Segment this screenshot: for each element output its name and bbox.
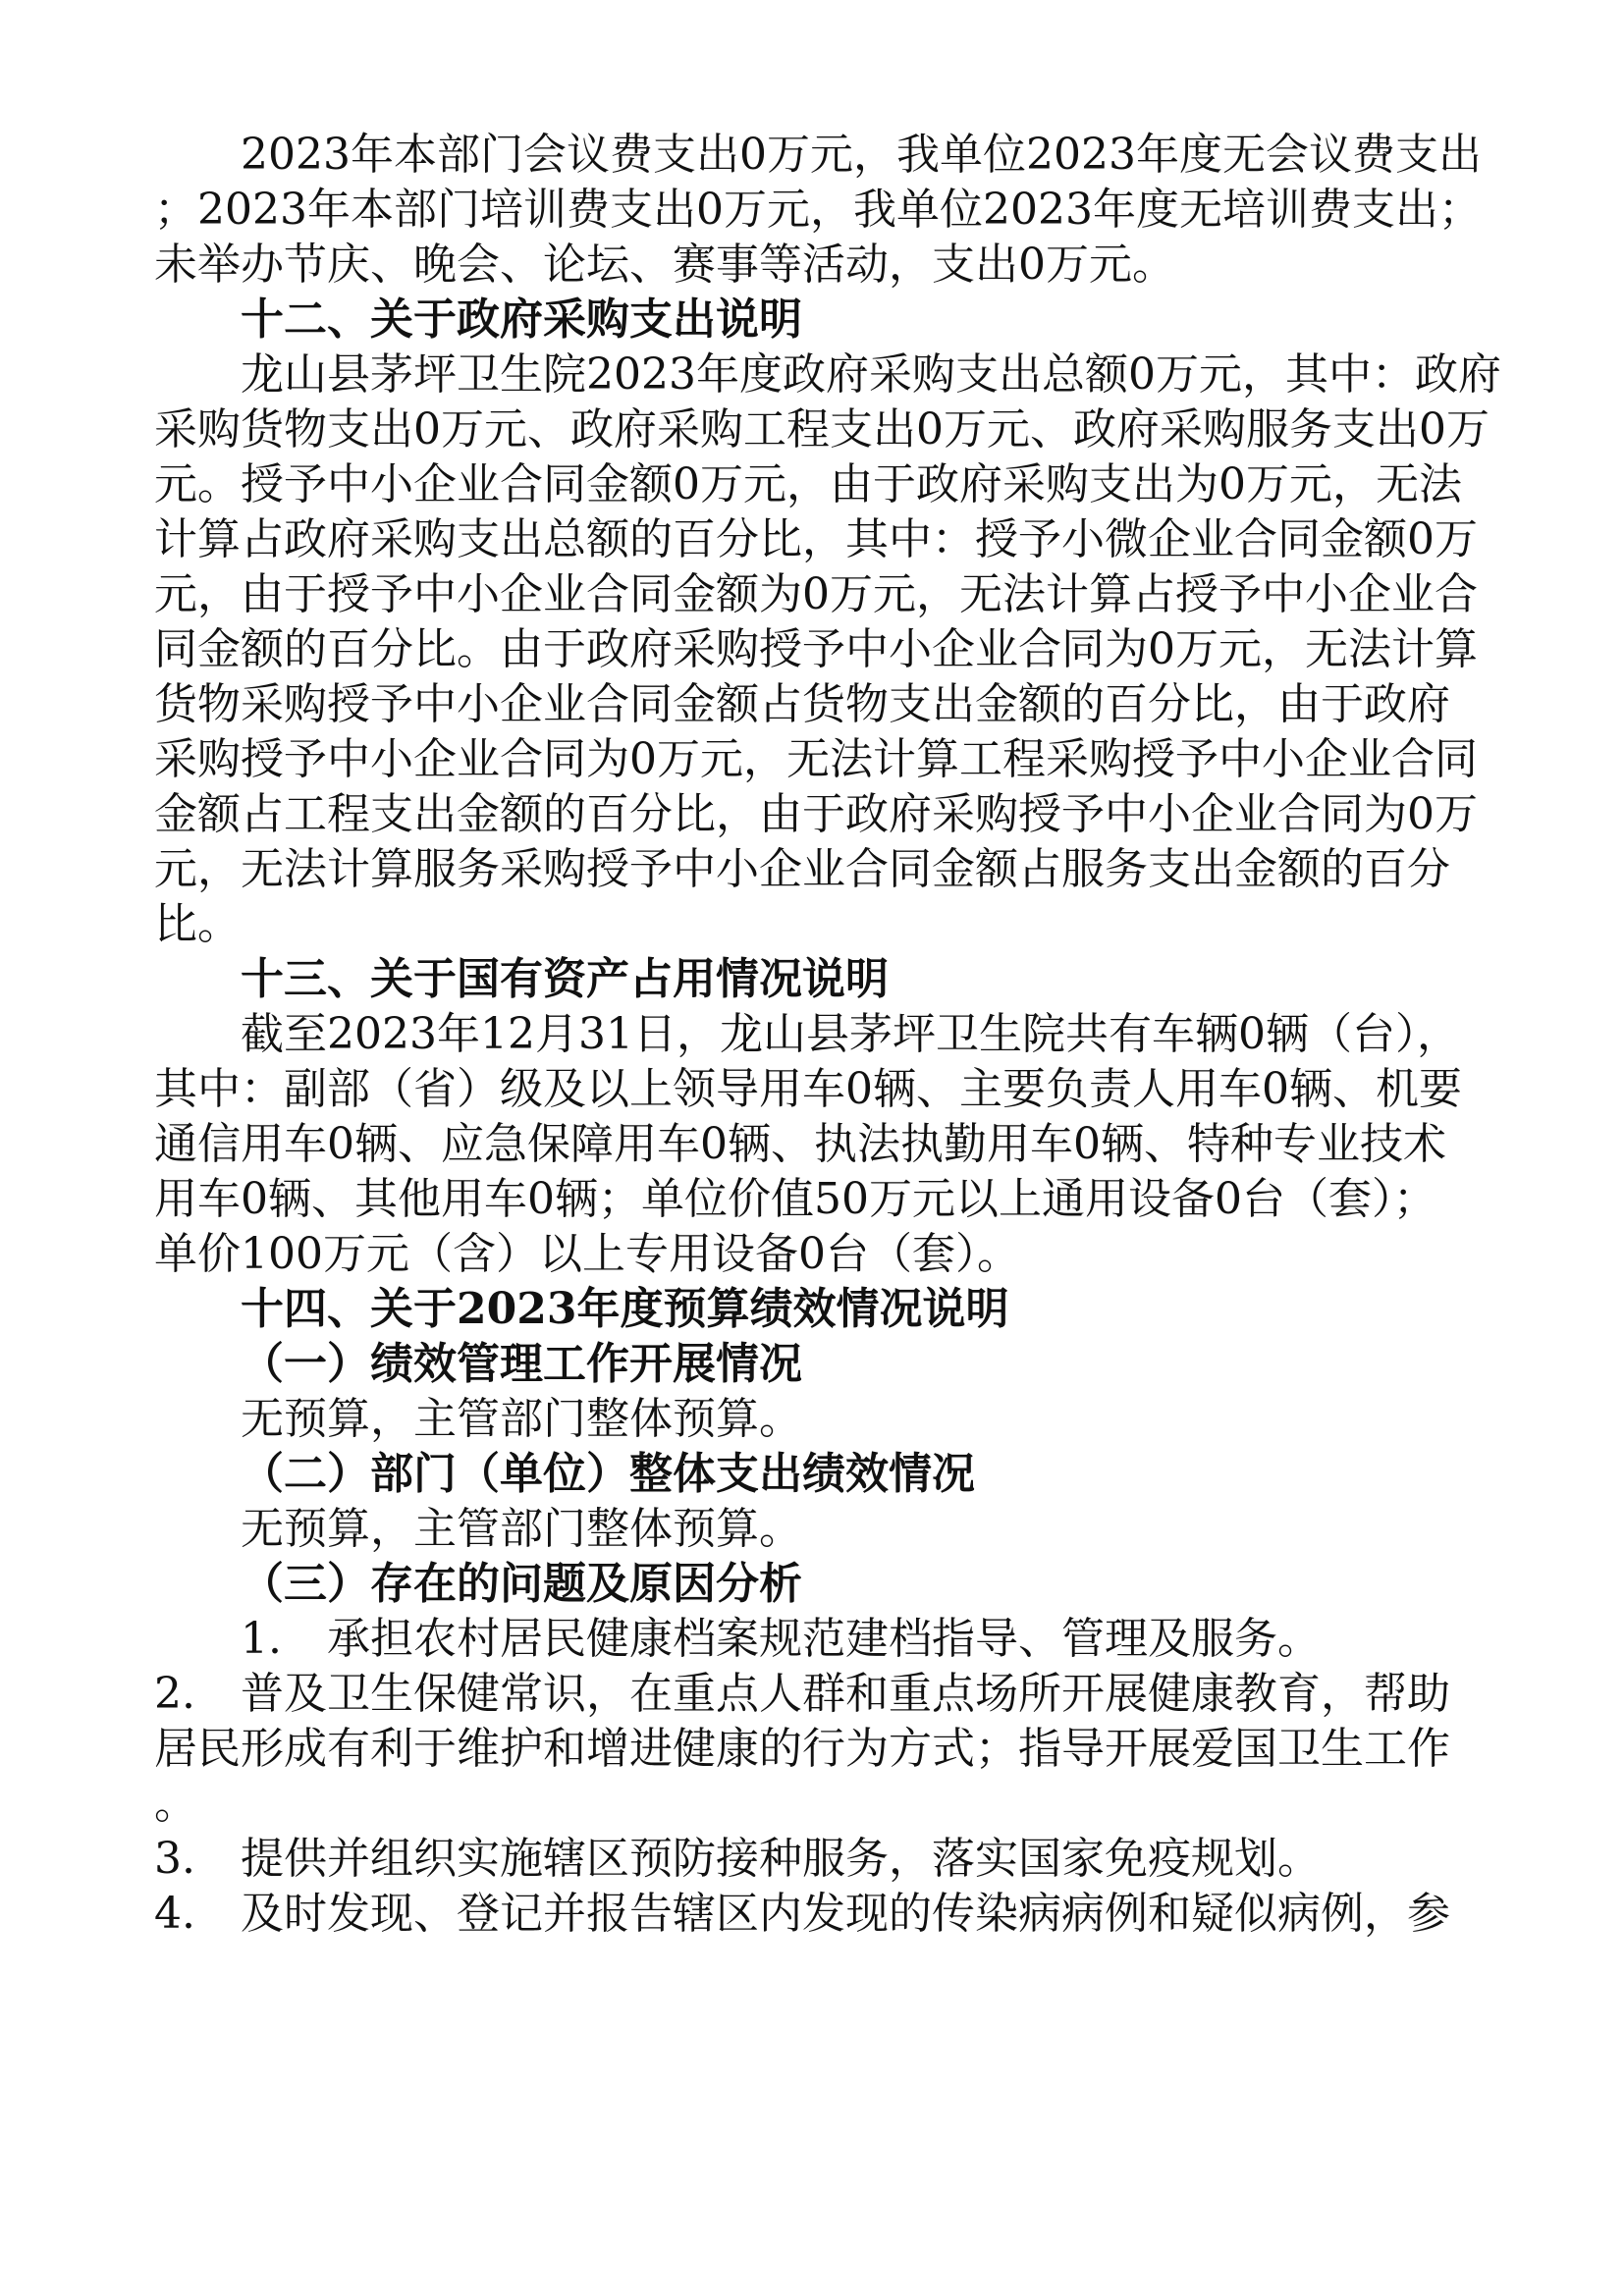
paragraph-line: 采购货物支出0万元、政府采购工程支出0万元、政府采购服务支出0万 bbox=[154, 404, 1489, 454]
paragraph-line: 未举办节庆、晚会、论坛、赛事等活动，支出0万元。 bbox=[154, 240, 1175, 290]
paragraph-line: 同金额的百分比。由于政府采购授予中小企业合同为0万元，无法计算 bbox=[154, 624, 1478, 674]
paragraph-line: 截至2023年12月31日，龙山县茅坪卫生院共有车辆0辆（台）， bbox=[241, 1009, 1460, 1059]
section-heading: 十三、关于国有资产占用情况说明 bbox=[241, 954, 889, 1004]
list-number: 4. bbox=[154, 1889, 195, 1939]
paragraph-line: 2023年本部门会议费支出0万元，我单位2023年度无会议费支出 bbox=[241, 130, 1482, 180]
list-item-text: 普及卫生保健常识，在重点人群和重点场所开展健康教育，帮助 bbox=[241, 1669, 1450, 1719]
subsection-heading: （一）绩效管理工作开展情况 bbox=[241, 1339, 802, 1389]
paragraph-line: 计算占政府采购支出总额的百分比，其中：授予小微企业合同金额0万 bbox=[154, 514, 1478, 564]
list-number: 3. bbox=[154, 1834, 195, 1884]
paragraph-line: 通信用车0辆、应急保障用车0辆、执法执勤用车0辆、特种专业技术 bbox=[154, 1119, 1446, 1169]
list-item bbox=[154, 1612, 1576, 1667]
paragraph-line: 无预算，主管部门整体预算。 bbox=[241, 1394, 802, 1444]
paragraph-line: 货物采购授予中小企业合同金额占货物支出金额的百分比，由于政府 bbox=[154, 679, 1450, 729]
paragraph-line: 采购授予中小企业合同为0万元，无法计算工程采购授予中小企业合同 bbox=[154, 734, 1478, 784]
paragraph-line: 龙山县茅坪卫生院2023年度政府采购支出总额0万元，其中：政府 bbox=[241, 349, 1501, 400]
section-heading: 十二、关于政府采购支出说明 bbox=[241, 294, 802, 345]
list-item-text: 及时发现、登记并报告辖区内发现的传染病病例和疑似病例，参 bbox=[241, 1889, 1450, 1939]
list-number: 1. bbox=[241, 1614, 282, 1664]
paragraph-line: 用车0辆、其他用车0辆；单位价值50万元以上通用设备0台（套）； bbox=[154, 1174, 1436, 1224]
paragraph-line: 。 bbox=[154, 1779, 197, 1829]
paragraph-line: 比。 bbox=[154, 899, 241, 949]
list-item bbox=[154, 1887, 1489, 1942]
list-item-text: 承担农村居民健康档案规范建档指导、管理及服务。 bbox=[327, 1614, 1321, 1664]
subsection-heading: （二）部门（单位）整体支出绩效情况 bbox=[241, 1449, 975, 1499]
list-item-text: 提供并组织实施辖区预防接种服务，落实国家免疫规划。 bbox=[241, 1834, 1321, 1884]
paragraph-line: 单价100万元（含）以上专用设备0台（套）。 bbox=[154, 1229, 1020, 1279]
subsection-heading: （三）存在的问题及原因分析 bbox=[241, 1559, 802, 1609]
paragraph-line: 元，由于授予中小企业合同金额为0万元，无法计算占授予中小企业合 bbox=[154, 569, 1478, 619]
section-heading: 十四、关于2023年度预算绩效情况说明 bbox=[241, 1284, 1009, 1334]
paragraph-line: 元，无法计算服务采购授予中小企业合同金额占服务支出金额的百分 bbox=[154, 844, 1450, 894]
list-number: 2. bbox=[154, 1669, 195, 1719]
paragraph-line: ；2023年本部门培训费支出0万元，我单位2023年度无培训费支出； bbox=[154, 185, 1482, 235]
paragraph-line: 居民形成有利于维护和增进健康的行为方式；指导开展爱国卫生工作 bbox=[154, 1724, 1450, 1774]
paragraph-line: 金额占工程支出金额的百分比，由于政府采购授予中小企业合同为0万 bbox=[154, 789, 1478, 839]
list-item bbox=[154, 1667, 1489, 1722]
paragraph-line: 元。授予中小企业合同金额0万元，由于政府采购支出为0万元，无法 bbox=[154, 459, 1462, 509]
paragraph-line: 无预算，主管部门整体预算。 bbox=[241, 1504, 802, 1554]
paragraph-line: 其中：副部（省）级及以上领导用车0辆、主要负责人用车0辆、机要 bbox=[154, 1064, 1462, 1114]
list-item bbox=[154, 1832, 1489, 1887]
